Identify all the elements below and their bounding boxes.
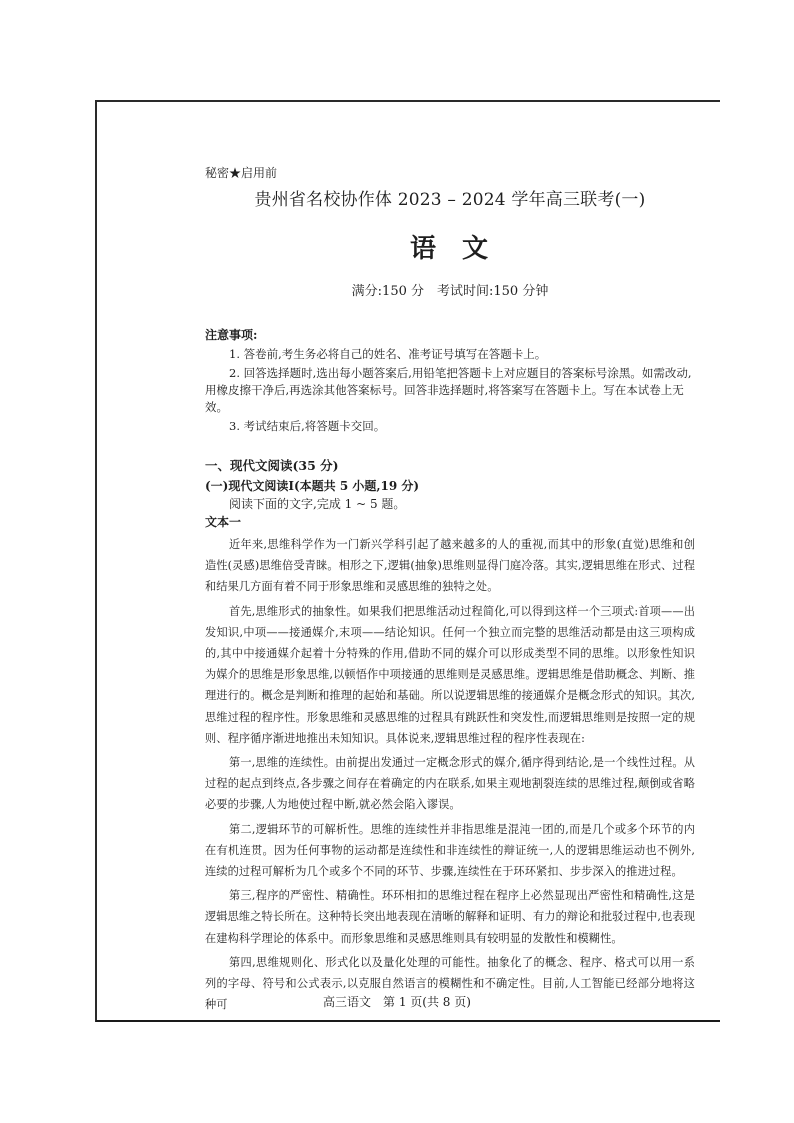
text-label: 文本一 [205, 515, 242, 529]
subject-title: 语文 [409, 234, 514, 264]
subsection-title: (一)现代文阅读Ⅰ(本题共 5 小题,19 分) [205, 479, 420, 493]
secret-label: 秘密★启用前 [205, 166, 278, 180]
passage-paragraph: 首先,思维形式的抽象性。如果我们把思维活动过程简化,可以得到这样一个三项式:首项——出发知识,中项——接通媒介,末项——结论知识。任何一个独立而完整的思维活动都是由这三项构成的,其中中接通媒介起着十分特殊的作用,借助不同的媒介可以形成类型不同的思维。以形象性知识为媒介的思维是形象思维,以顿悟作中项接通的思维则是灵感思维。逻辑思维是借助概念、判断、推理进行的。概念是判断和推理的起始和基础。所以说逻辑思维的接通媒介是概念形式的知识。其次,思维过程的程序性。形象思维和灵感思维的过程具有跳跃性和突发性,而逻辑思维则是按照一定的规则、程序循序渐进地推出未知知识。具体说来,逻辑思维过程的程序性表现在: [205, 604, 695, 745]
score-info: 满分:150 分 考试时间:150 分钟 [351, 284, 549, 299]
exam-page [205, 164, 695, 1015]
passage-paragraph: 第一,思维的连续性。由前提出发通过一定概念形式的媒介,循序得到结论,是一个线性过程。从过程的起点到终点,各步骤之间存在着确定的内在联系,如果主观地割裂连续的思维过程,颠倒或省略必要的步骤,人为地使过程中断,就必然会陷入谬误。 [205, 756, 695, 812]
notice-item: 2. 回答选择题时,选出每小题答案后,用铅笔把答题卡上对应题目的答案标号涂黑。如需改动,用橡皮擦干净后,再选涂其他答案标号。回答非选择题时,将答案写在答题卡上。写在本试卷上无效。 [205, 366, 692, 414]
scan-border-left [95, 100, 97, 1022]
notice-block [205, 326, 695, 435]
passage-paragraph: 近年来,思维科学作为一门新兴学科引起了越来越多的人的重视,而其中的形象(直觉)思维和创造性(灵感)思维倍受青睐。相形之下,逻辑(抽象)思维则显得门庭冷落。其实,逻辑思维在形式、过程和结果几方面有着不同于形象思维和灵感思维的独特之处。 [205, 538, 695, 594]
reading-section [205, 457, 695, 1015]
section-title: 一、现代文阅读(35 分) [205, 458, 339, 473]
passage-paragraph: 第四,思维规则化、形式化以及量化处理的可能性。抽象化了的概念、程序、格式可以用一系列的字母、符号和公式表示,以克服自然语言的模糊性和不确定性。目前,人工智能已经部分地将这种可 [205, 955, 695, 1012]
passage-paragraph: 第二,逻辑环节的可解析性。思维的连续性并非指思维是混沌一团的,而是几个或多个环节的内在有机连贯。因为任何事物的运动都是连续性和非连续性的辩证统一,人的逻辑思维运动也不例外,连续的过程可解析为几个或多个不同的环节、步骤,连续性在于环环紧扣、步步深入的推进过程。 [205, 822, 695, 879]
reading-instruction: 阅读下面的文字,完成 1 ~ 5 题。 [229, 497, 406, 511]
page-footer: 高三语文 第 1 页(共 8 页) [323, 995, 471, 1009]
scan-border-bottom [96, 1020, 720, 1022]
scan-border-top [96, 100, 720, 102]
notice-item: 3. 考试结束后,将答题卡交回。 [229, 419, 386, 433]
notice-title: 注意事项: [205, 328, 258, 342]
passage-paragraph: 第三,程序的严密性、精确性。环环相扣的思维过程在程序上必然显现出严密性和精确性,这是逻辑思维之特长所在。这种特长突出地表现在清晰的解释和证明、有力的辩论和批驳过程中,也表现在建构科学理论的体系中。而形象思维和灵感思维则具有较明显的发散性和模糊性。 [205, 889, 695, 945]
exam-title: 贵州省名校协作体 2023 – 2024 学年高三联考(一) [254, 190, 646, 210]
notice-item: 1. 答卷前,考生务必将自己的姓名、准考证号填写在答题卡上。 [229, 347, 547, 361]
